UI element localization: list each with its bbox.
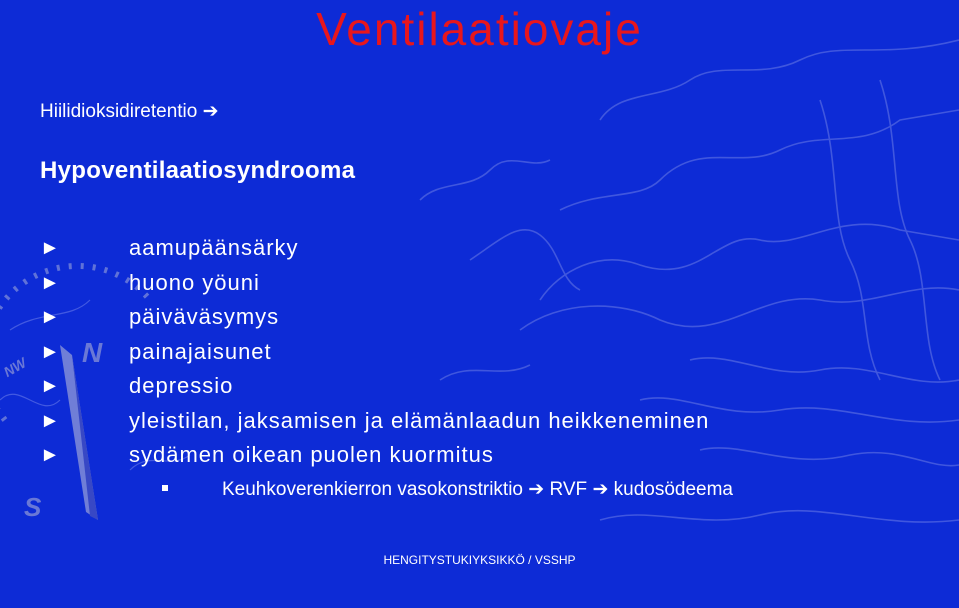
compass-n-letter: N xyxy=(82,337,103,368)
slide-title: Ventilaatiovaje xyxy=(316,3,643,55)
bullet-triangle-icon: ► xyxy=(40,306,61,328)
sub-bullet-line xyxy=(162,478,733,501)
square-bullet-icon xyxy=(162,485,168,491)
bullet-triangle-icon: ► xyxy=(40,409,61,432)
bullet-triangle-icon: ► xyxy=(40,375,61,397)
arrow-right-icon: ➔ xyxy=(592,479,609,500)
footer-text: HENGITYSTUKIYKSIKKÖ / VSSHP xyxy=(383,553,576,567)
sub-text-2: RVF xyxy=(549,479,588,500)
arrow-right-icon: ➔ xyxy=(202,101,219,122)
compass-s-letter: S xyxy=(24,492,42,522)
arrow-right-icon: ➔ xyxy=(528,479,545,500)
sub-text-3: kudosödeema xyxy=(613,479,734,500)
bullet-triangle-icon: ► xyxy=(40,340,61,363)
sub-text-1: Keuhkoverenkierron vasokonstriktio xyxy=(222,479,523,500)
bullet-triangle-icon: ► xyxy=(40,271,61,294)
compass-nw-letter: NW xyxy=(0,354,30,380)
compass-rose xyxy=(0,266,150,520)
syndrome-heading: Hypoventilaatiosyndrooma xyxy=(40,157,356,184)
slide-footer xyxy=(0,553,959,567)
co2-retention-text: Hiilidioksidiretentio xyxy=(40,101,198,122)
bullet-triangle-icon: ► xyxy=(40,444,61,466)
bullet-triangle-icon: ► xyxy=(40,237,61,259)
co2-retention-line xyxy=(40,100,219,123)
